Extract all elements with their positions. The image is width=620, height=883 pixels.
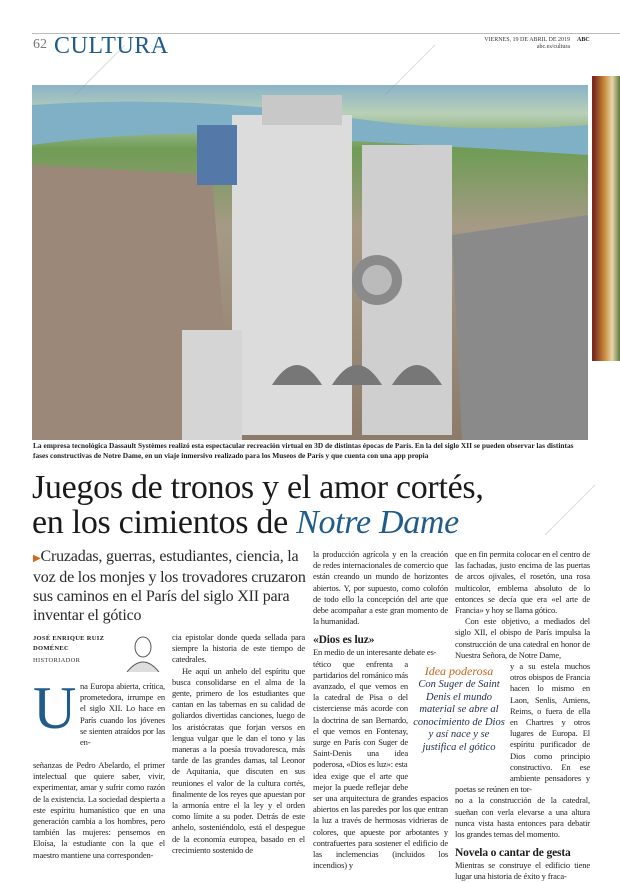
paragraph: y a su estela muchos otros obispos de Francia hacen lo mismo en Laon, Senlis, Amiens, Reims, o fuera de ella en Chartres y otros lugares de Europa. El espíritu purificador de Dios como principio constructivo. En ese ambiente pensadores y poetas se reúnen en tor- (455, 661, 590, 795)
page-number: 62 (33, 37, 47, 52)
watermark-stroke (540, 480, 600, 540)
col1-text: señanzas de Pedro Abelardo, el primer intelectual que quiere saber, vivir, experimentar, amar y sufrir como razón de la existencia. La sociedad despierta a este espíritu humanístico que en una generación cambia a los hombres, pero también las mujeres: pensemos en Eloísa, la estudiante con la que el maestro mantiene una corresponden- (33, 760, 165, 860)
paragraph: He aquí un anhelo del espíritu que busca consolidarse en el alma de la gente, primero de los estudiantes que cantan en las tabernas en su calidad de goliardos divertidas canciones, luego de los aristócratas que forjan versos en lengua vulgar que le dan el tono y las maneras a la poesía trovadoresca, más tarde de las grandes damas, tal Leonor de Aquitania, que discuten en sus reuniones el valor de la cultura cortés, finalmente de los reyes que apuestan por la armonía entre el la ley y el orden como límite a su poder. Detrás de este anhelo, sosteniéndolo, está el despegue de la economía europea, basado en el crecimiento sostenido de (172, 665, 305, 855)
deck (33, 547, 318, 625)
watermark-stroke (70, 40, 130, 100)
deck-text: Cruzadas, guerras, estudiantes, ciencia, la voz de los monjes y los trovadores cruzaron sus caminos en el París del siglo XII para inventar el gótico (33, 548, 306, 624)
subhead-novela: Novela o cantar de gesta (455, 847, 571, 860)
cathedral-illustration (32, 85, 588, 440)
headline-emphasis: Notre Dame (296, 504, 459, 541)
date-block (462, 37, 570, 51)
section-title: CULTURA (54, 33, 169, 59)
author-portrait (123, 632, 163, 672)
paragraph: idea exige que el arte que mejor la puede reflejar debe ser una arquitectura de grandes espacios abiertos en las paredes por los que entran la luz a través de hermosas vidrieras de colores, que apueste por arbotantes y contrafuertes para sostener el edificio de las inclemencias (incluidos los incendios) y (313, 770, 448, 871)
author-role: HISTORIADOR (33, 657, 81, 664)
paragraph: Con este objetivo, a mediados del siglo XII, el obispo de París impulsa la construcción de una catedral en honor de Nuestra Señora, de Notre Dame, (455, 616, 590, 660)
section-url[interactable]: abc.es/cultura (536, 44, 570, 50)
author-name: JOSÉ ENRIQUE RUIZ DOMÉNEC (33, 635, 105, 652)
subhead-dios-es-luz: «Dios es luz» (313, 634, 375, 647)
brand: ABC (577, 37, 590, 43)
col1-narrow-text: na Europa abierta, crítica, prometedora, irrumpe en el siglo XII. Lo hace en París cuando los jóvenes se sienten atraídos por las en- (80, 681, 165, 748)
portrait-sketch-icon (123, 632, 163, 672)
paragraph: cia epistolar donde queda sellada para siempre la historia de este tiempo de catedrales. (172, 632, 305, 665)
watermark-stroke (380, 40, 440, 100)
paragraph: tético que enfrenta a partidarios del románico más avanzado, el que vemos en la catedral de Pisa o del cisterciense más acorde con la doctrina de san Bernardo, el que vemos en Fontenay, surge en París con Suger de Saint-Denis una idea poderosa, «Dios es luz»: esta (313, 658, 408, 770)
headline (32, 470, 484, 540)
paragraph: que en fin permita colocar en el centro de las fachadas, justo encima de las puertas de arcos ojivales, el rosetón, una rosa multicolor, emblema absoluto de lo entonces se decía que era «el arte de Francia» y hoy se llama gótico. (455, 549, 590, 616)
headline-line-1: Juegos de tronos y el amor cortés, (32, 469, 484, 506)
headline-line-2: en los cimientos de (32, 504, 288, 541)
date: VIERNES, 19 DE ABRIL DE 2019 (484, 37, 570, 43)
illuminated-manuscript-photo (592, 76, 620, 361)
col4-text (455, 549, 590, 883)
pull-quote-spacer (455, 664, 510, 782)
drop-cap: U (33, 675, 77, 741)
col2-text (172, 632, 305, 856)
pull-quote-heading: Idea poderosa (424, 664, 494, 678)
pull-quote-text: Con Suger de Saint Denis el mundo material se abre al conocimiento de Dios y así nace y se justifica el gótico (413, 679, 505, 753)
triangle-bullet-icon: ▶ (33, 553, 41, 564)
photo-caption: La empresa tecnológica Dassault Systèmes realizó esta espectacular recreación virtual en 3D de distintas épocas de París. En la del siglo XII se pueden observar las distintas fases constructivas de Notre Dame, en un viaje inmersivo realizado para los Museos de París y que cuenta con una app propia (33, 441, 574, 460)
notre-dame-3d-photo (32, 85, 588, 440)
paragraph: En medio de un interesante debate es- (313, 647, 437, 658)
paragraph: Mientras se construye el edificio tiene lugar una historia de éxito y fraca- (455, 860, 590, 882)
paragraph: no a la construcción de la catedral, sueñan con verla elevarse a una altura nunca vista hasta entonces para debatir los grandes temas del momento. (455, 795, 590, 840)
paragraph: la producción agrícola y en la creación de redes internacionales de comercio que están creando un mundo de horizontes abiertos. Y, por supuesto, como colofón de todo ello la concepción del arte que debe acompañar a este gran momento de la humanidad. (313, 549, 448, 627)
